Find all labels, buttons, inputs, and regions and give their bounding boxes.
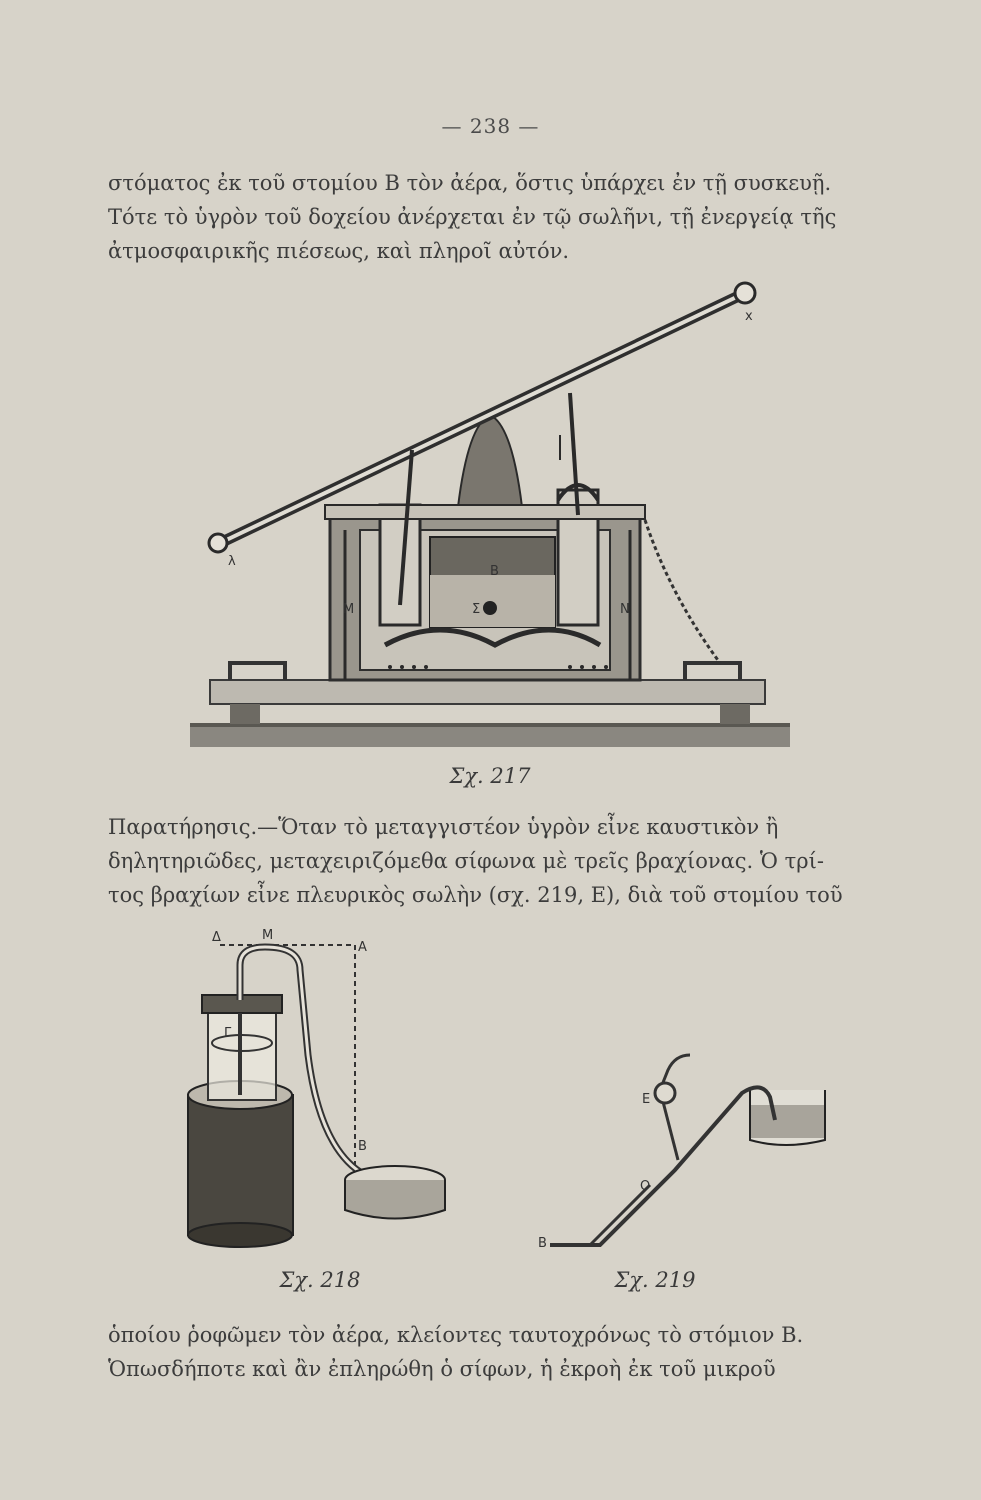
text-line: δηλητηριῶδες, μεταχειριζόμεθα σίφωνα μὲ τρεῖς βραχίονας. Ὁ τρί- [108,849,824,873]
label-x: x [745,309,753,324]
label-n: N [620,602,630,617]
figure-217-caption: Σχ. 217 [449,764,531,788]
text-line: ἀτμοσφαιρικῆς πιέσεως, καὶ πληροῖ αὐτόν. [108,239,570,263]
text-line: ὁποίου ῥοφῶμεν τὸν ἀέρα, κλείοντες ταυτοχρόνως τὸ στόμιον Β. [108,1323,804,1347]
label-b: B [490,564,499,579]
label-b: B [358,1139,367,1154]
figure-219-caption: Σχ. 219 [614,1268,696,1292]
text-line: Τότε τὸ ὑγρὸν τοῦ δοχείου ἀνέρχεται ἐν τῷ σωλῆνι, τῇ ἐνεργείᾳ τῆς [108,205,837,229]
label-b: B [538,1236,547,1251]
text-line: τος βραχίων εἶνε πλευρικὸς σωλὴν (σχ. 219, Ε), διὰ τοῦ στομίου τοῦ [108,883,843,907]
text-line: Παρατήρησις.—Ὅταν τὸ μεταγγιστέον ὑγρὸν εἶνε καυστικὸν ἢ [108,815,779,839]
paragraph-middle [108,810,876,912]
figure-219-three-arm-siphon-illustration [530,1035,850,1265]
text-line: Ὁπωσδήποτε καὶ ἂν ἐπληρώθη ὁ σίφων, ἡ ἐκροὴ ἐκ τοῦ μικροῦ [108,1357,776,1381]
label-e: E [642,1092,651,1107]
paragraph-top [108,166,876,268]
figure-218-caption: Σχ. 218 [279,1268,361,1292]
figure-218-siphon-illustration [180,925,460,1260]
page-number: — 238 — [441,114,540,138]
label-a: A [358,940,367,955]
label-gamma: Γ [224,1026,232,1041]
label-o: O [640,1179,651,1194]
label-sigma: Σ [472,602,481,617]
paragraph-bottom [108,1318,876,1386]
label-lambda: λ [228,554,236,569]
text-line: στόματος ἐκ τοῦ στομίου Β τὸν ἀέρα, ὅστις ὑπάρχει ἐν τῇ συσκευῇ. [108,171,832,195]
figure-217-pump-illustration [190,275,790,765]
label-m: M [262,928,274,943]
label-m: M [343,602,355,617]
label-delta: Δ [212,930,221,945]
